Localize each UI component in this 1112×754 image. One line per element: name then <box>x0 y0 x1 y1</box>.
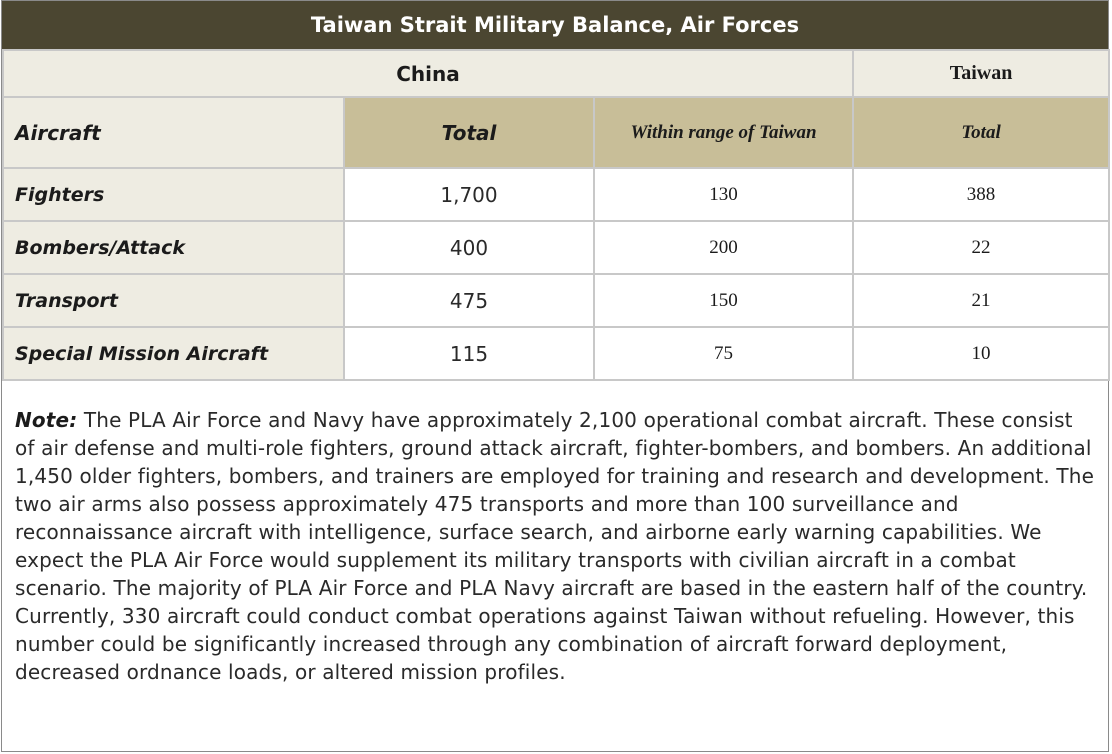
row-label: Special Mission Aircraft <box>3 327 344 380</box>
within-range-cell: 75 <box>594 327 853 380</box>
row-label: Bombers/Attack <box>3 221 344 274</box>
table-row <box>3 221 1109 274</box>
region-taiwan: Taiwan <box>853 50 1109 97</box>
region-china: China <box>3 50 853 97</box>
taiwan-total-cell: 388 <box>853 168 1109 221</box>
within-range-cell: 130 <box>594 168 853 221</box>
within-range-cell: 150 <box>594 274 853 327</box>
air-forces-table-frame <box>1 0 1109 752</box>
china-total-cell: 475 <box>344 274 594 327</box>
table-row <box>3 327 1109 380</box>
note-text: The PLA Air Force and Navy have approximately 2,100 operational combat aircraft. These consist of air defense and multi-role fighters, ground attack aircraft, fighter-bombers, and bombers. An additional 1,450 older fighters, bombers, and trainers are employed for training and research and development. The two air arms also possess approximately 475 transports and more than 100 surveillance and reconnaissance aircraft with intelligence, surface search, and airborne early warning capabilities. We expect the PLA Air Force would supplement its military transports with civilian aircraft in a combat scenario. The majority of PLA Air Force and PLA Navy aircraft are based in the eastern half of the country. Currently, 330 aircraft could conduct combat operations against Taiwan without refueling. However, this number could be significantly increased through any combination of aircraft forward deployment, decreased ordnance loads, or altered mission profiles. <box>15 408 1095 684</box>
table-row <box>3 274 1109 327</box>
note-label: Note: <box>15 408 78 432</box>
air-forces-table <box>2 49 1110 381</box>
row-label: Fighters <box>3 168 344 221</box>
column-header-china-total: Total <box>344 97 594 168</box>
column-header-taiwan-total: Total <box>853 97 1109 168</box>
column-header-aircraft: Aircraft <box>3 97 344 168</box>
table-row <box>3 168 1109 221</box>
column-header-within-range: Within range of Taiwan <box>594 97 853 168</box>
taiwan-total-cell: 22 <box>853 221 1109 274</box>
china-total-cell: 1,700 <box>344 168 594 221</box>
taiwan-total-cell: 21 <box>853 274 1109 327</box>
column-header-row <box>3 97 1109 168</box>
row-label: Transport <box>3 274 344 327</box>
table-note <box>15 406 1095 686</box>
within-range-cell: 200 <box>594 221 853 274</box>
taiwan-total-cell: 10 <box>853 327 1109 380</box>
china-total-cell: 115 <box>344 327 594 380</box>
region-header-row <box>3 50 1109 97</box>
table-title: Taiwan Strait Military Balance, Air Forces <box>2 1 1108 49</box>
china-total-cell: 400 <box>344 221 594 274</box>
